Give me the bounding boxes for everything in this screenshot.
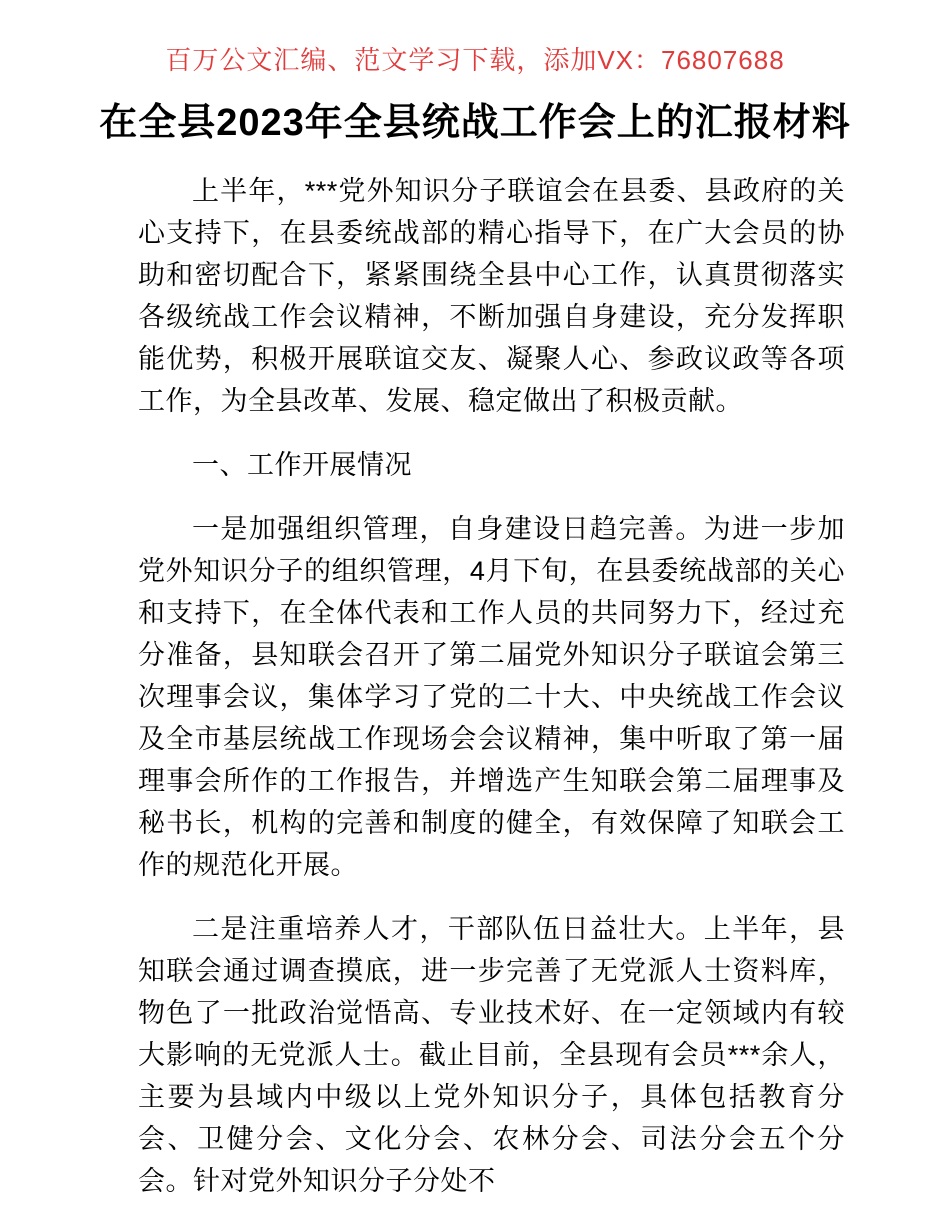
section-heading-1: 一、工作开展情况: [192, 450, 412, 480]
paragraph-point-2: 二是注重培养人才，干部队伍日益壮大。上半年，县知联会通过调查摸底，进一步完善了无党派人士资料库，物色了一批政治觉悟高、专业技术好、在一定领域内有较大影响的无党派人士。截止目前，全县现有会员***余人，主要为县域内中级以上党外知识分子，具体包括教育分会、卫健分会、文化分会、农林分会、司法分会五个分会。针对党外知识分子分处不: [138, 914, 845, 1196]
paragraph-intro: 上半年，***党外知识分子联谊会在县委、县政府的关心支持下，在县委统战部的精心指导下，在广大会员的协助和密切配合下，紧紧围绕全县中心工作，认真贯彻落实各级统战工作会议精神，不断加强自身建设，充分发挥职能优势，积极开展联谊交友、凝聚人心、参政议政等各项工作，为全县改革、发展、稳定做出了积极贡献。: [138, 176, 845, 416]
paragraph-point-1: 一是加强组织管理，自身建设日趋完善。为进一步加党外知识分子的组织管理，4月下旬，在县委统战部的关心和支持下，在全体代表和工作人员的共同努力下，经过充分准备，县知联会召开了第二届党外知识分子联谊会第三次理事会议，集体学习了党的二十大、中央统战工作会议及全市基层统战工作现场会会议精神，集中听取了第一届理事会所作的工作报告，并增选产生知联会第二届理事及秘书长，机构的完善和制度的健全，有效保障了知联会工作的规范化开展。: [138, 514, 845, 880]
document-body: [138, 170, 845, 1202]
document-title: 在全县2023年全县统战工作会上的汇报材料: [99, 102, 851, 144]
header-notice: 百万公文汇编、范文学习下载，添加VX：76807688: [165, 45, 785, 75]
